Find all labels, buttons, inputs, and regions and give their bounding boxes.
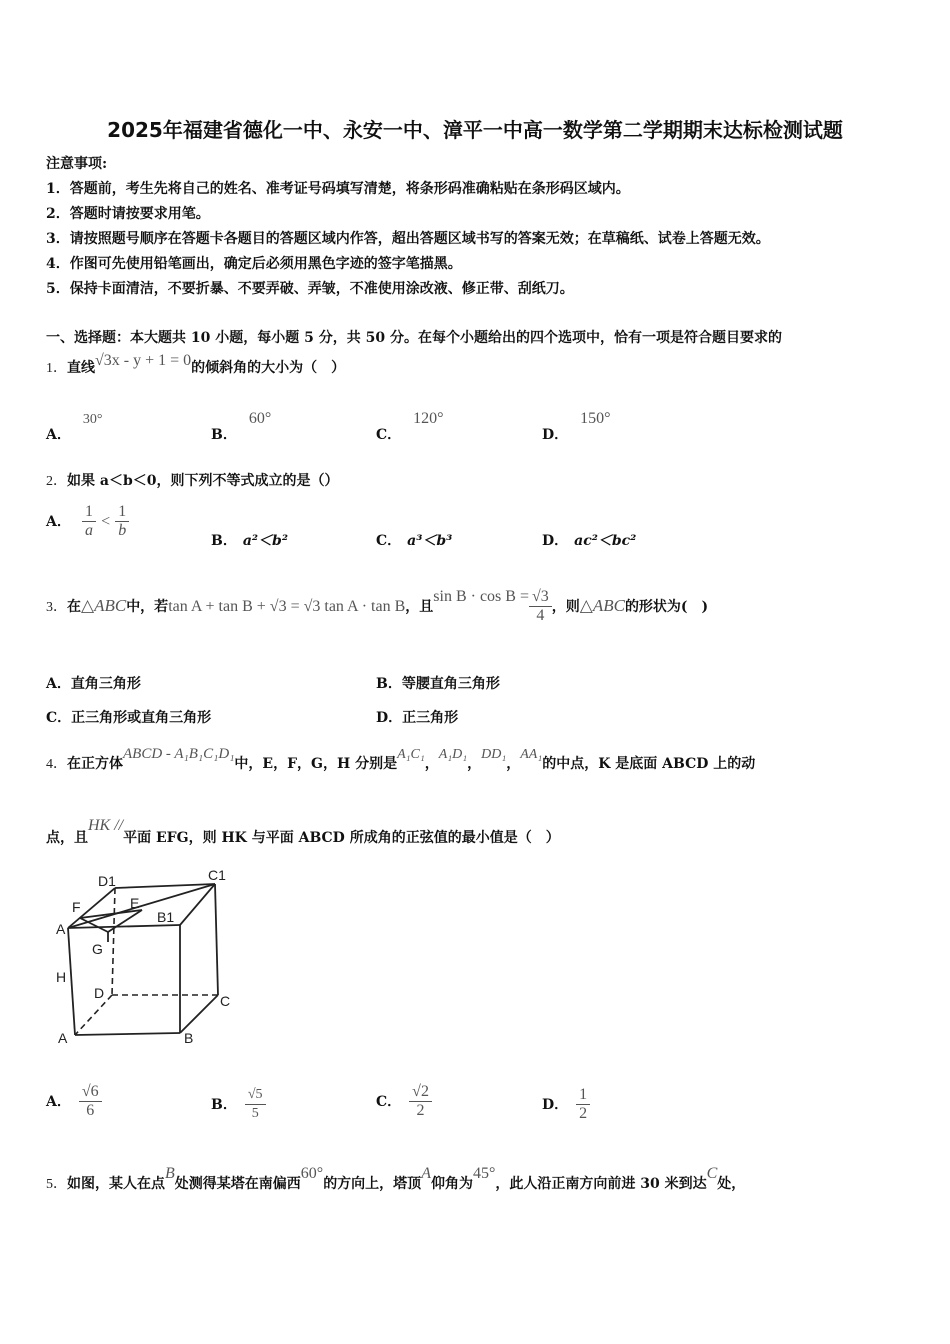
question-3: 3．在△ABC中，若tan A + tan B + √3 = √3 tan A · tan B，且sin B · cos B = $\frac{√3}{4}$ ，则△ABC的形状为( )	[46, 588, 709, 624]
label-D1: D1	[98, 873, 116, 889]
edge	[68, 928, 75, 1035]
question-number: 2．	[46, 474, 67, 489]
option-a[interactable]: A． $\frac{1}{a}$ < $\frac{1}{b}$	[46, 503, 129, 540]
edge	[215, 884, 218, 995]
equation: sin B · cos B =	[433, 588, 529, 605]
option-b[interactable]: B．等腰直角三角形	[376, 676, 500, 692]
label-A1: A	[56, 921, 66, 937]
question-text: 直线	[67, 360, 95, 376]
equation: tan A + tan B + √3 = √3 tan A · tan B	[168, 598, 406, 615]
label-D: D	[94, 985, 105, 1001]
option-d[interactable]: D． $\frac{1}{2}$	[542, 1086, 590, 1123]
option-d[interactable]: D． ac²＜bc²	[542, 533, 637, 549]
option-a[interactable]: A．直角三角形	[46, 676, 141, 692]
notice-heading: 注意事项:	[46, 156, 108, 172]
option-c[interactable]: C． a³＜b³	[376, 533, 453, 549]
edge	[115, 884, 215, 888]
equation: √3x - y + 1 = 0	[95, 352, 192, 369]
page-title: 2025年福建省德化一中、永安一中、漳平一中高一数学第二学期期末达标检测试题	[107, 118, 843, 142]
edge	[180, 995, 218, 1033]
hidden-edge	[112, 888, 115, 995]
option-c[interactable]: C．120°	[376, 410, 444, 443]
edge	[68, 884, 215, 928]
label-B1: B1	[157, 909, 175, 925]
question-2	[46, 470, 338, 490]
triangle-symbol: △ABC	[579, 596, 625, 615]
question-number: 4．	[46, 757, 67, 772]
option-d[interactable]: D．正三角形	[376, 710, 459, 726]
question-1	[46, 352, 346, 377]
notice-item: 1．答题前，考生先将自己的姓名、准考证号码填写清楚，将条形码准确粘贴在条形码区域内。	[46, 181, 630, 197]
section-heading: 一、选择题：本大题共 10 小题，每小题 5 分，共 50 分。在每个小题给出的四个选项中，恰有一项是符合题目要求的	[46, 330, 782, 346]
label-E: E	[130, 895, 140, 911]
label-C1: C1	[208, 870, 226, 883]
hidden-edge	[75, 995, 112, 1035]
label-G: G	[92, 941, 103, 957]
question-4-line2: 点，且HK //平面 EFG，则 HK 与平面 ABCD 所成角的正弦值的最小值是（ ）	[46, 817, 560, 846]
option-b[interactable]: B． $\frac{√5}{5}$	[211, 1086, 266, 1123]
option-c[interactable]: C． $\frac{√2}{2}$	[376, 1083, 432, 1120]
cube-figure	[50, 870, 240, 1050]
edge	[75, 1033, 180, 1035]
question-number: 5．	[46, 1177, 67, 1192]
notice-item: 5．保持卡面清洁，不要折暴、不要弄破、弄皱，不准使用涂改液、修正带、刮纸刀。	[46, 281, 574, 297]
question-5: 5．如图，某人在点B处测得某塔在南偏西60°的方向上，塔顶A仰角为45°，此人沿正南方向前进 30 米到达C处，	[46, 1165, 746, 1192]
label-C: C	[220, 993, 231, 1009]
option-b[interactable]: B．60°	[211, 410, 272, 443]
option-b[interactable]: B． a²＜b²	[211, 533, 288, 549]
edge	[68, 925, 180, 928]
label-A: A	[58, 1030, 68, 1046]
notice-item: 4．作图可先使用铅笔画出，确定后必须用黑色字迹的签字笔描黑。	[46, 256, 462, 272]
question-text: 在	[67, 599, 81, 615]
label-H: H	[56, 969, 67, 985]
cube-name: ABCD - A₁B₁C₁D₁	[123, 746, 235, 762]
question-text: 的倾斜角的大小为（ ）	[191, 360, 346, 376]
option-d[interactable]: D．150°	[542, 410, 611, 443]
question-number: 3．	[46, 600, 67, 615]
label-B: B	[184, 1030, 194, 1046]
option-a[interactable]: A．30°	[46, 412, 103, 443]
notice-item: 2．答题时请按要求用笔。	[46, 206, 210, 222]
question-4: 4．在正方体ABCD - A₁B₁C₁D₁中，E，F，G，H 分别是A₁C₁，A₁D₁，DD₁，AA₁的中点，K 是底面 ABCD 上的动	[46, 746, 756, 772]
triangle-symbol: △ABC	[81, 596, 127, 615]
option-c[interactable]: C．正三角形或直角三角形	[46, 710, 212, 726]
label-F: F	[72, 899, 81, 915]
question-text: 如果 a＜b＜0，则下列不等式成立的是（）	[67, 473, 339, 489]
question-number: 1．	[46, 361, 67, 376]
notice-item: 3．请按照题号顺序在答题卡各题目的答题区域内作答，超出答题区域书写的答案无效；在草稿纸、试卷上答题无效。	[46, 231, 770, 247]
option-a[interactable]: A． $\frac{√6}{6}$	[46, 1083, 102, 1120]
